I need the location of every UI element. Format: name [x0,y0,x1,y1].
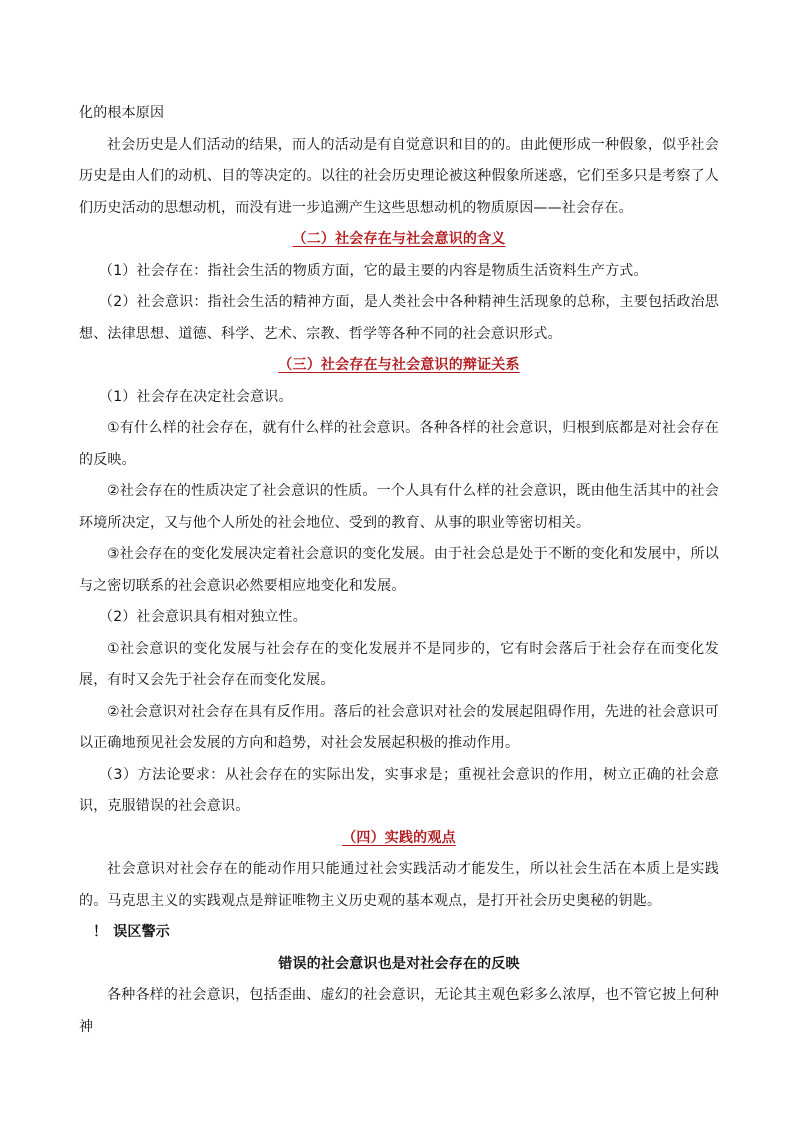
paragraph-continuation: 化的根本原因 [79,105,165,121]
document-page [79,98,719,1043]
paragraph-social-consciousness-def: （2）社会意识：指社会生活的精神方面，是人类社会中各种精神生活现象的总称，主要包括政治思想、法律思想、道德、科学、艺术、宗教、哲学等各种不同的社会意识形式。 [79,294,719,342]
warning-label-text: 误区警示 [113,924,171,940]
paragraph-point-1: ①有什么样的社会存在，就有什么样的社会意识。各种各样的社会意识，归根到底都是对社会存在的反映。 [79,420,719,468]
paragraph-social-existence-def: （1）社会存在：指社会生活的物质方面，它的最主要的内容是物质生活资料生产方式。 [99,262,648,279]
paragraph-existence-determines: （1）社会存在决定社会意识。 [99,388,293,405]
section-heading-4: （四）实践的观点 [342,829,456,846]
section-heading-2: （二）社会存在与社会意识的含义 [292,231,506,247]
paragraph-point-3: ③社会存在的变化发展决定着社会意识的变化发展。由于社会总是处于不断的变化和发展中，所以与之密切联系的社会意识必然要相应地变化和发展。 [79,546,719,594]
paragraph-practice: 社会意识对社会存在的能动作用只能通过社会实践活动才能发生，所以社会生活在本质上是实践的。马克思主义的实践观点是辩证唯物主义历史观的基本观点，是打开社会历史奥秘的钥匙。 [79,861,719,909]
paragraph-point-2: ②社会存在的性质决定了社会意识的性质。一个人具有什么样的社会意识，既由他生活其中的社会环境所决定，又与他个人所处的社会地位、受到的教育、从事的职业等密切相关。 [79,483,719,531]
warning-label [79,917,719,949]
paragraph-independence-point-1: ①社会意识的变化发展与社会存在的变化发展并不是同步的，它有时会落后于社会存在而变化发展，有时又会先于社会存在而变化发展。 [79,640,719,688]
section-heading-3: （三）社会存在与社会意识的辩证关系 [278,357,520,373]
paragraph-social-history: 社会历史是人们活动的结果，而人的活动是有自觉意识和目的的。由此便形成一种假象，似乎社会历史是由人们的动机、目的等决定的。以往的社会历史理论被这种假象所迷惑，它们至多只是考察了人们历史活动的思想动机，而没有进一步追溯产生这些思想动机的物质原因——社会存在。 [79,136,719,216]
paragraph-methodology: （3）方法论要求：从社会存在的实际出发，实事求是；重视社会意识的作用，树立正确的社会意识，克服错误的社会意识。 [79,766,719,814]
paragraph-warning-body: 各种各样的社会意识，包括歪曲、虚幻的社会意识，无论其主观色彩多么浓厚，也不管它披上何种神 [79,987,719,1035]
paragraph-independence-point-2: ②社会意识对社会存在具有反作用。落后的社会意识对社会的发展起阻碍作用，先进的社会意识可以正确地预见社会发展的方向和趋势，对社会发展起积极的推动作用。 [79,703,719,751]
paragraph-relative-independence: （2）社会意识具有相对独立性。 [99,609,307,625]
exclamation-icon: ！ [93,924,108,940]
warning-title: 错误的社会意识也是对社会存在的反映 [278,955,520,972]
